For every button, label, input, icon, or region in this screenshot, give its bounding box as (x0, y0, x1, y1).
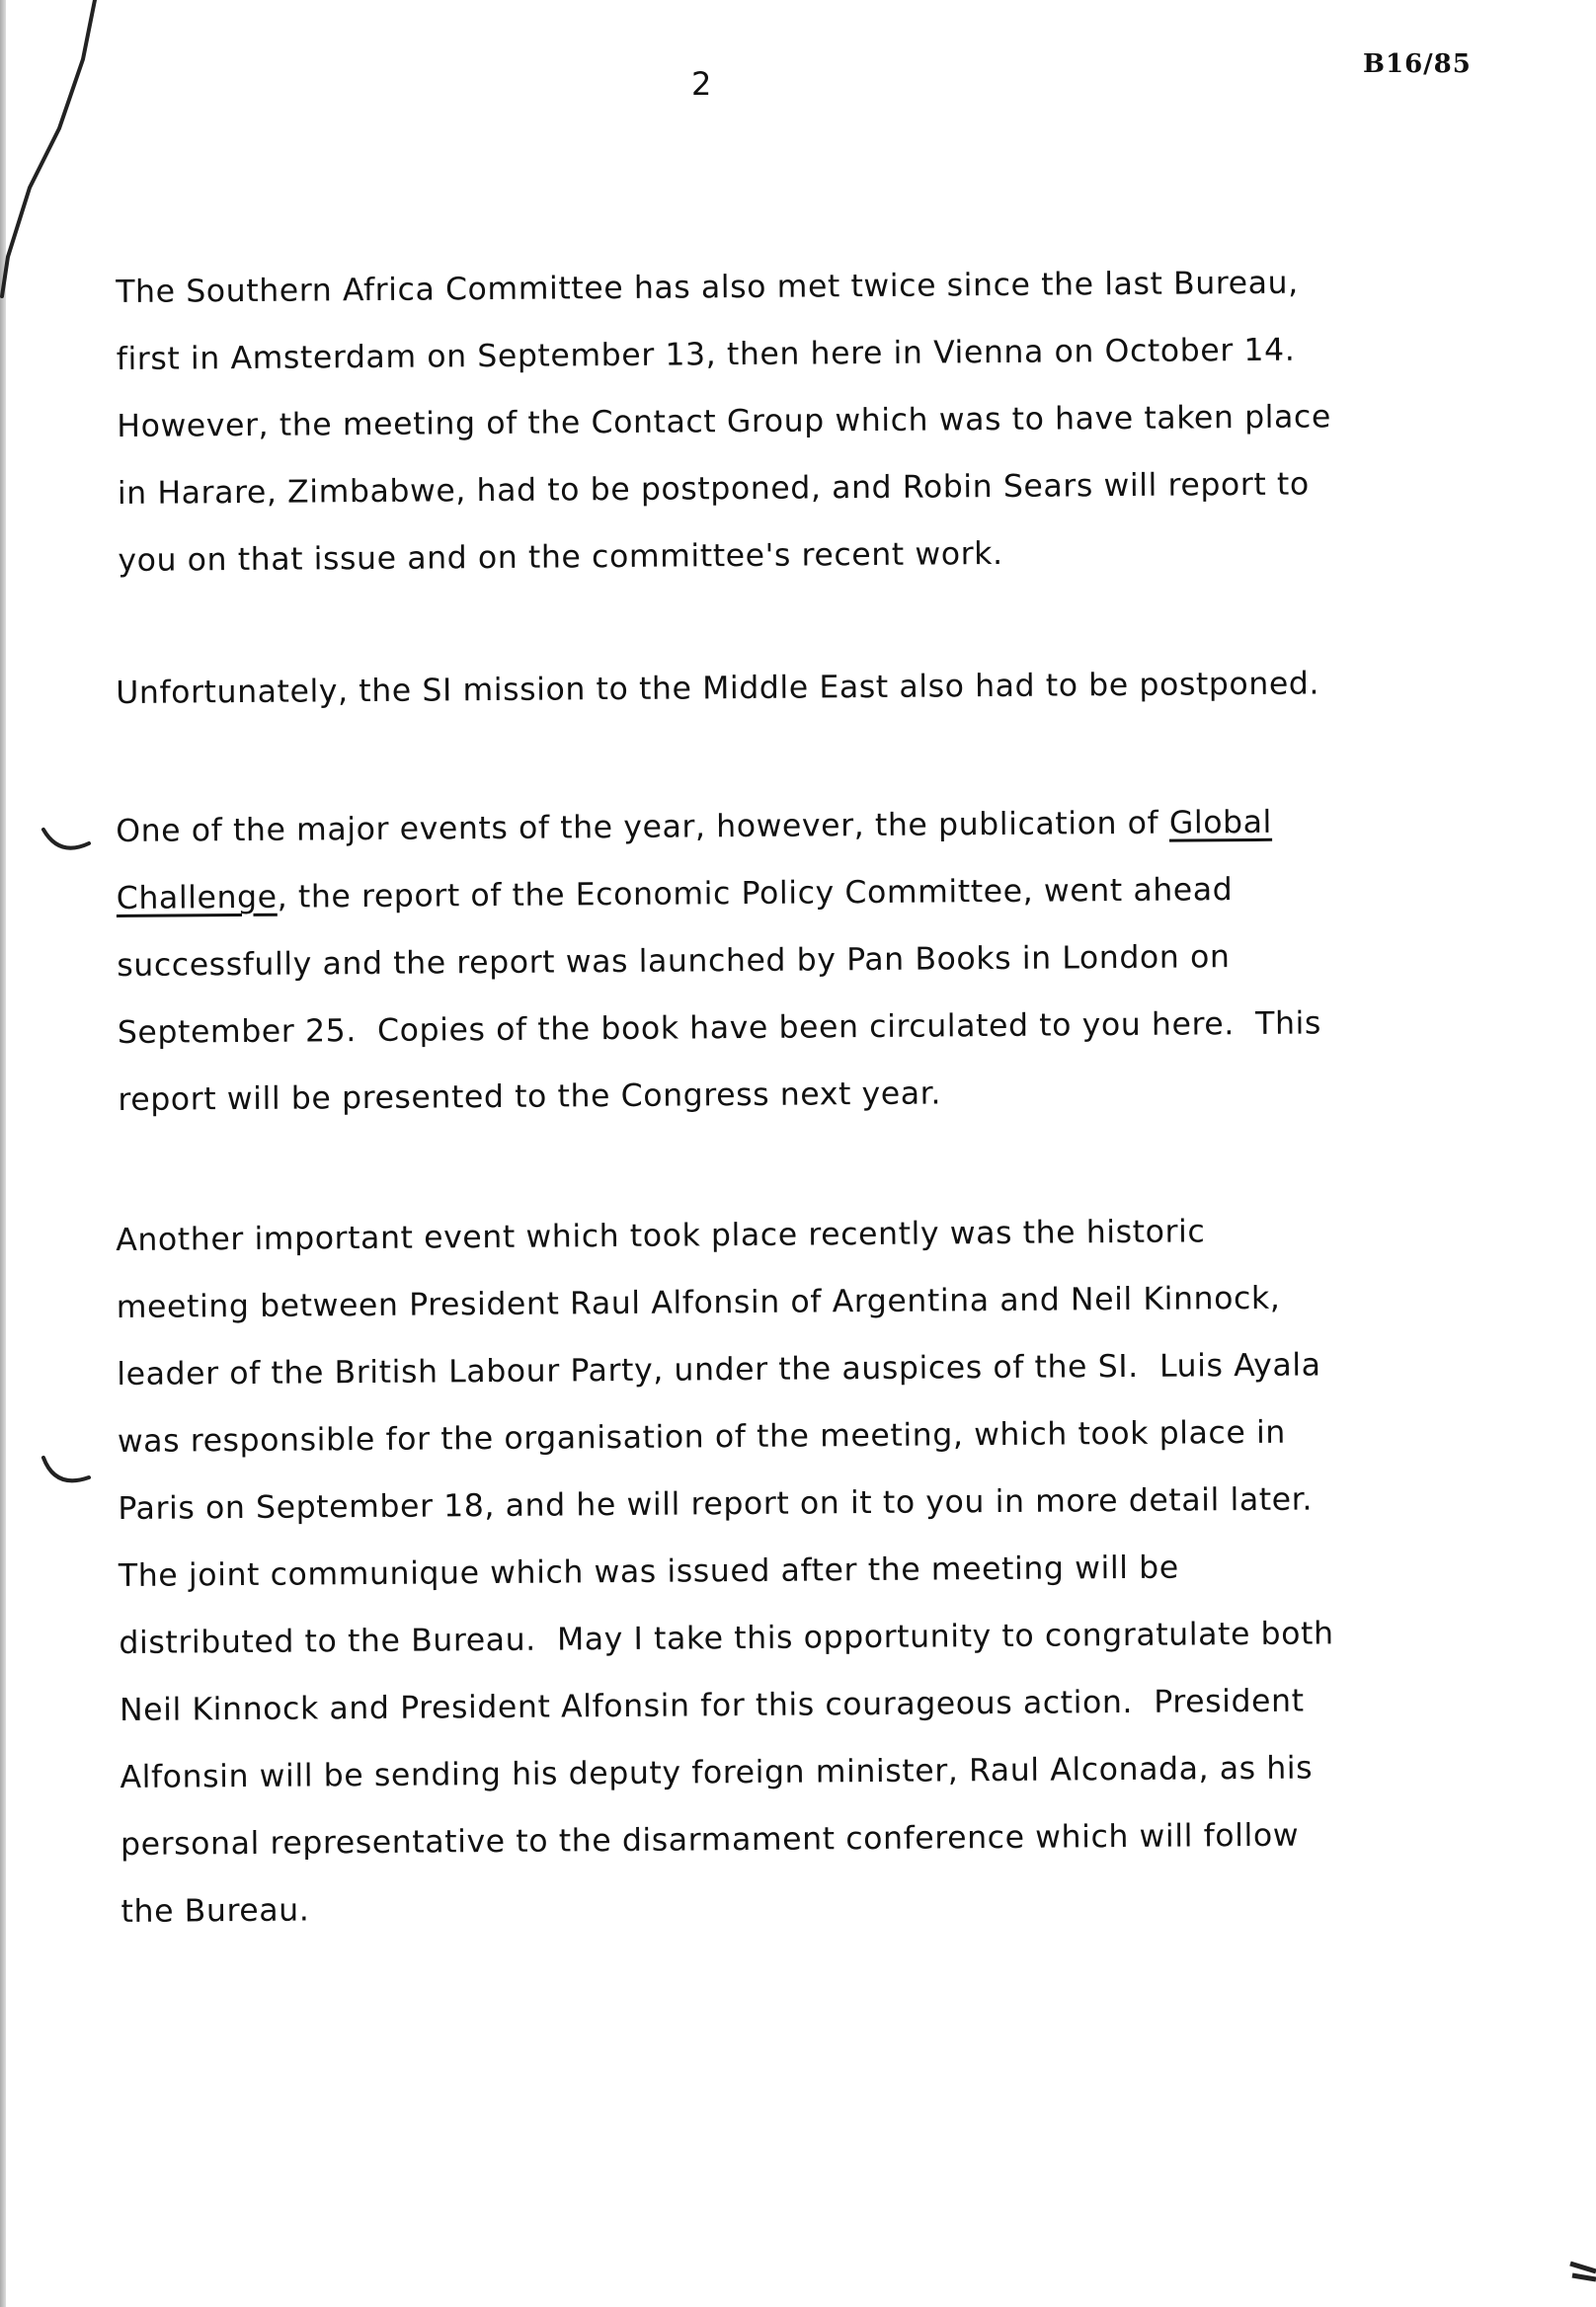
text-line (116, 788, 1330, 865)
text-line: first in Amsterdam on September 13, then here in Vienna on October 14. (116, 332, 1296, 377)
text-fragment: , the report of the Economic Policy Committee, went ahead (277, 872, 1234, 915)
tick-mark-icon (43, 1458, 89, 1480)
paragraph-southern-africa (116, 249, 1333, 595)
text-line: Neil Kinnock and President Alfonsin for this courageous action. President (119, 1683, 1305, 1728)
paragraph-middle-east (116, 650, 1330, 727)
text-line: successfully and the report was launched by Pan Books in London on (117, 939, 1231, 984)
text-line: However, the meeting of the Contact Group which was to have taken place (117, 399, 1332, 444)
text-line: Alfonsin will be sending his deputy foreign minister, Raul Alconada, as his (120, 1750, 1314, 1795)
text-line: The joint communique which was issued after the meeting will be (118, 1550, 1179, 1594)
text-line (117, 855, 1331, 932)
book-title-part: Challenge (116, 879, 278, 916)
text-line: you on that issue and on the committee's recent work. (118, 535, 1003, 579)
text-line: meeting between President Raul Alfonsin of Argentina and Neil Kinnock, (116, 1280, 1281, 1325)
text-line: report will be presented to the Congress next year. (118, 1075, 942, 1118)
book-title-part: Global (1168, 804, 1273, 841)
text-line: Another important event which took place recently was the historic (116, 1214, 1206, 1258)
text-line: distributed to the Bureau. May I take this opportunity to congratulate both (119, 1616, 1334, 1661)
text-line: Unfortunately, the SI mission to the Middle East also had to be postponed. (116, 666, 1320, 711)
text-line: September 25. Copies of the book have been circulated to you here. This (117, 1005, 1322, 1051)
text-line: in Harare, Zimbabwe, had to be postponed, and Robin Sears will report to (117, 466, 1310, 512)
document-reference: B16/85 (1363, 49, 1472, 79)
text-line: Paris on September 18, and he will report on it to you in more detail later. (118, 1481, 1314, 1527)
text-line: was responsible for the organisation of the meeting, which took place in (117, 1414, 1287, 1460)
paragraph-global-challenge (116, 788, 1333, 1134)
text-line: the Bureau. (120, 1892, 310, 1930)
tick-mark-icon (43, 830, 89, 848)
text-line: personal representative to the disarmament conference which will follow (120, 1817, 1300, 1863)
paragraph-alfonsin-kinnock (116, 1197, 1336, 1946)
pen-stroke-mark (2, 0, 95, 296)
text-line: The Southern Africa Committee has also met twice since the last Bureau, (116, 265, 1299, 310)
text-line: leader of the British Labour Party, under the auspices of the SI. Luis Ayala (117, 1347, 1321, 1392)
page-number: 2 (691, 65, 713, 103)
text-fragment: One of the major events of the year, however, the publication of (116, 805, 1170, 849)
corner-mark (1570, 2264, 1596, 2279)
